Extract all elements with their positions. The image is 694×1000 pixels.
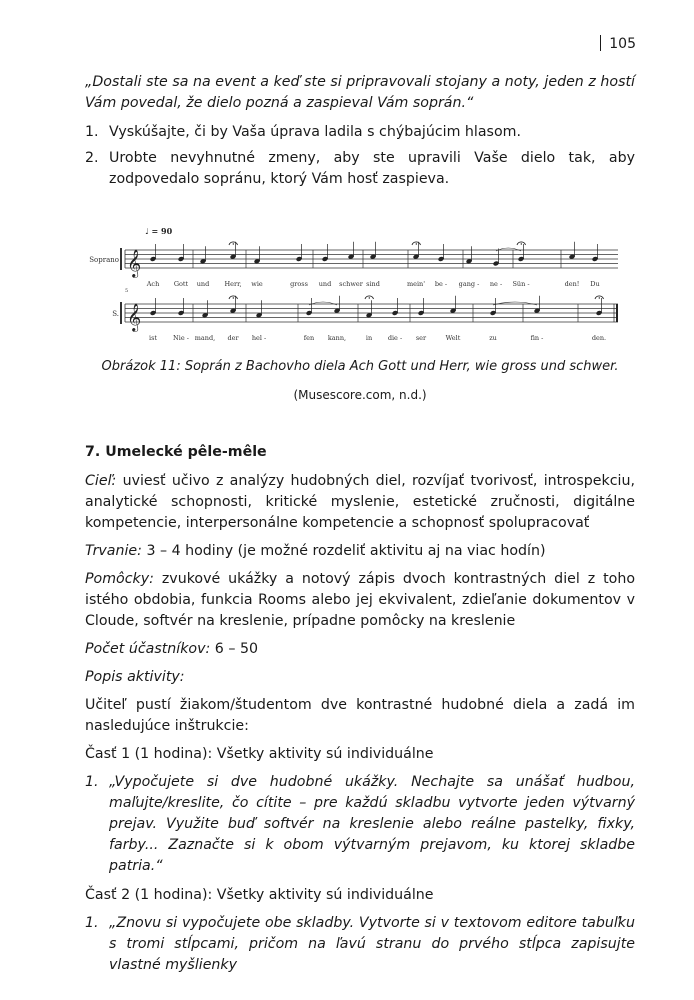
lyric-syllable: gross bbox=[290, 280, 308, 288]
participants-paragraph bbox=[85, 639, 635, 660]
tools-paragraph bbox=[85, 569, 635, 632]
lyric-syllable: fin - bbox=[530, 334, 544, 342]
measure-number: 5 bbox=[125, 288, 129, 294]
lyric-syllable: Gott bbox=[173, 280, 189, 288]
treble-clef-icon: 𝄞 bbox=[127, 249, 142, 277]
treble-clef-icon: 𝄞 bbox=[127, 303, 142, 331]
duration-label: Trvanie: bbox=[85, 543, 142, 559]
page-content bbox=[85, 72, 635, 984]
page-number-divider bbox=[600, 35, 601, 51]
lyric-syllable: mand, bbox=[194, 334, 216, 342]
task-item bbox=[85, 148, 635, 190]
lyric-syllable: mein' bbox=[406, 280, 426, 288]
lyric-syllable: be - bbox=[434, 280, 448, 288]
figure-caption: Obrázok 11: Soprán z Bachovho diela Ach Gott und Herr, wie gross und schwer. bbox=[101, 359, 619, 374]
part2-item-text: „Znovu si vypočujete obe skladby. Vytvorte si v textovom editore tabuľku s tromi stĺpcami, pričom na ľavú stranu do prvého stĺpca zapisujte vlastné myšlienky bbox=[109, 915, 635, 973]
lyric-syllable: ne - bbox=[489, 280, 503, 288]
staff-system-2 bbox=[112, 296, 618, 342]
music-score bbox=[73, 226, 633, 346]
fermata-dot bbox=[233, 297, 234, 298]
tools-text: zvukové ukážky a notový zápis dvoch kontrastných diel z toho istého obdobia, funkcia Rooms alebo jej ekvivalent, zdieľanie dokumentov v Cloude, softvér na kreslenie, prípadne pomôcky na kreslenie bbox=[85, 571, 635, 629]
lyric-syllable: Herr, bbox=[224, 280, 242, 288]
lyric-syllable: sind bbox=[366, 280, 380, 288]
figure-source: (Musescore.com, n.d.) bbox=[293, 388, 427, 402]
lyric-syllable: den. bbox=[591, 334, 607, 342]
task-text: Urobte nevyhnutné zmeny, aby ste upravili Vaše dielo tak, aby zodpovedalo sopránu, ktorý Vám hosť zaspieva. bbox=[109, 150, 635, 187]
part2-list bbox=[85, 913, 635, 976]
lyric-syllable: die - bbox=[387, 334, 403, 342]
page-number bbox=[600, 35, 636, 52]
goal-text: uviesť učivo z analýzy hudobných diel, rozvíjať tvorivosť, introspekciu, analytické schopnosti, kritické myslenie, estetické zručnosti, digitálne kompetencie, interpersonálne kompetencie a schopnosť spolupracovať bbox=[85, 473, 635, 531]
lyric-syllable: ist bbox=[148, 334, 158, 342]
part1-heading: Časť 1 (1 hodina): Všetky aktivity sú individuálne bbox=[85, 746, 434, 762]
lyric-syllable: den! bbox=[564, 280, 580, 288]
page-number-text: 105 bbox=[609, 36, 636, 52]
participants-label: Počet účastníkov: bbox=[85, 641, 211, 657]
lyric-syllable: hel - bbox=[251, 334, 267, 342]
activity-label: Popis aktivity: bbox=[85, 669, 185, 685]
staff-label: Soprano bbox=[89, 256, 119, 264]
activity-intro: Učiteľ pustí žiakom/študentom dve kontrastné hudobné diela a zadá im nasledujúce inštrukcie: bbox=[85, 697, 635, 734]
slur bbox=[309, 302, 337, 305]
task-list bbox=[85, 122, 635, 190]
lyric-syllable: ser bbox=[415, 334, 427, 342]
lyric-syllable: gang - bbox=[458, 280, 480, 288]
lyric-syllable: Nie - bbox=[173, 334, 189, 342]
lyric-syllable: schwer bbox=[339, 280, 363, 288]
section-heading: 7. Umelecké pêle-mêle bbox=[85, 444, 267, 460]
staff-label: S. bbox=[112, 310, 119, 318]
lyric-syllable: und bbox=[318, 280, 332, 288]
tempo-marking: ♩ = 90 bbox=[145, 226, 173, 236]
lyric-syllable: zu bbox=[489, 334, 497, 342]
slur bbox=[496, 248, 521, 251]
task-number: 2. bbox=[85, 150, 99, 166]
part1-item-text: „Vypočujete si dve hudobné ukážky. Nechajte sa unášať hudbou, maľujte/kreslite, čo cítite – pre každú skladbu vytvorte jeden výtvarný prejav. Využite buď softvér na kreslenie alebo reálne pastelky, fixky, farby... Zaznačte si k obom výtvarným prejavom, ku ktorej skladbe patria.“ bbox=[109, 774, 635, 874]
lyric-syllable: Du bbox=[590, 280, 600, 288]
lyric-syllable: der bbox=[227, 334, 239, 342]
slur bbox=[493, 302, 537, 305]
fermata-dot bbox=[233, 243, 234, 244]
fermata-dot bbox=[369, 297, 370, 298]
part1-item-number: 1. bbox=[85, 774, 99, 790]
task-number: 1. bbox=[85, 124, 99, 140]
intro-quote: „Dostali ste sa na event a keď ste si pripravovali stojany a noty, jeden z hostí Vám povedal, že dielo pozná a zaspieval Vám soprán.“ bbox=[85, 74, 635, 111]
part2-item-number: 1. bbox=[85, 915, 99, 931]
fermata-dot bbox=[416, 243, 417, 244]
goal-label: Cieľ: bbox=[85, 473, 117, 489]
duration-text: 3 – 4 hodiny (je možné rozdeliť aktivitu aj na viac hodín) bbox=[141, 543, 546, 559]
lyric-syllable: Ach bbox=[146, 280, 160, 288]
task-item bbox=[85, 122, 635, 143]
task-text: Vyskúšajte, či by Vaša úprava ladila s chýbajúcim hlasom. bbox=[109, 124, 521, 140]
lyric-syllable: wie bbox=[251, 280, 263, 288]
part1-list bbox=[85, 772, 635, 877]
staff-system-1 bbox=[89, 226, 618, 294]
participants-text: 6 – 50 bbox=[210, 641, 258, 657]
part2-heading: Časť 2 (1 hodina): Všetky aktivity sú individuálne bbox=[85, 887, 434, 903]
activity-label-paragraph bbox=[85, 667, 635, 688]
lyric-syllable: Sün - bbox=[512, 280, 530, 288]
part2-item bbox=[85, 913, 635, 976]
duration-paragraph bbox=[85, 541, 635, 562]
goal-paragraph bbox=[85, 471, 635, 534]
fermata-dot bbox=[599, 297, 600, 298]
lyric-syllable: in bbox=[365, 334, 373, 342]
lyric-syllable: Welt bbox=[445, 334, 461, 342]
fermata-dot bbox=[521, 243, 522, 244]
lyric-syllable: fen bbox=[303, 334, 315, 342]
lyric-syllable: und bbox=[196, 280, 210, 288]
tools-label: Pomôcky: bbox=[85, 571, 154, 587]
lyric-syllable: kann, bbox=[327, 334, 347, 342]
part1-item bbox=[85, 772, 635, 877]
